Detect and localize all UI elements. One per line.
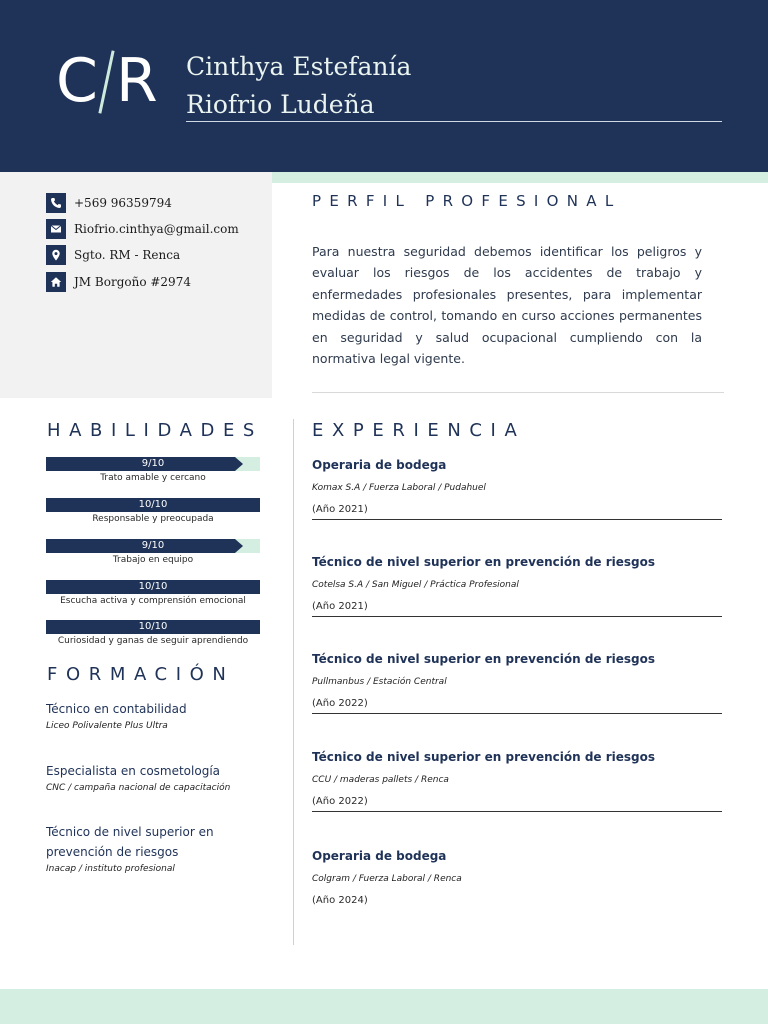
experience-title: Operaria de bodega [312,849,447,863]
perfil-text: Para nuestra seguridad debemos identificar los peligros y evaluar los riesgos de los accidentes de trabajo y enfermedades profesionales presentes, para implementar medidas de control, tomando en curso acciones permanentes en seguridad y salud ocupacional cumpliendo con la normativa legal vigente. [312,244,702,367]
perfil-heading: PERFIL PROFESIONAL [312,192,622,210]
experience-company: Colgram / Fuerza Laboral / Renca [312,874,462,884]
education-item [46,699,282,733]
skill-item [46,580,260,610]
education-institution: CNC / campaña nacional de capacitación [46,783,231,793]
location-pin-icon [46,245,66,265]
column-divider [293,419,294,945]
name-underline [186,121,722,122]
experience-year: (Año 2021) [312,504,368,515]
experience-item [312,651,722,713]
phone-icon [46,193,66,213]
contact-phone-text: +569 96359794 [74,196,172,210]
experience-divider [312,616,722,617]
mint-accent-strip [272,172,768,183]
education-title: Técnico de nivel superior en prevención de riesgos [46,825,214,859]
monogram-letter-r: R [116,46,158,116]
skill-label: Trabajo en equipo [112,555,194,565]
education-institution: Inacap / instituto profesional [46,864,175,874]
experience-item [312,554,722,616]
experience-company: Cotelsa S.A / San Miguel / Práctica Profesional [312,580,519,590]
skill-item [46,539,260,569]
contact-address [46,272,191,292]
experience-company: Komax S.A / Fuerza Laboral / Pudahuel [312,483,486,493]
experience-company: CCU / maderas pallets / Renca [312,775,449,785]
education-institution: Liceo Polivalente Plus Ultra [46,721,168,731]
skill-label: Responsable y preocupada [92,514,214,524]
skill-item [46,498,260,528]
experience-title: Técnico de nivel superior en prevención de riesgos [312,750,656,764]
skill-value: 9/10 [141,540,165,551]
skill-value: 10/10 [138,621,168,632]
experience-company: Pullmanbus / Estación Central [312,677,447,687]
experience-item [312,848,722,910]
experience-item [312,749,722,811]
mail-icon [46,219,66,239]
skill-label: Escucha activa y comprensión emocional [60,596,246,606]
skill-item [46,457,260,487]
experience-divider [312,713,722,714]
experience-year: (Año 2024) [312,895,368,906]
monogram-slash [98,50,114,113]
education-title: Especialista en cosmetología [46,764,221,778]
name-first: Cinthya Estefanía [186,52,412,81]
contact-phone [46,193,172,213]
experience-title: Técnico de nivel superior en prevención de riesgos [312,652,656,666]
skill-label: Curiosidad y ganas de seguir aprendiendo [57,636,249,646]
skill-value: 10/10 [138,581,168,592]
contact-location-text: Sgto. RM - Renca [74,248,181,262]
contact-email-text: Riofrio.cinthya@gmail.com [74,222,239,236]
contact-email [46,219,239,239]
monogram [56,46,166,116]
contact-address-text: JM Borgoño #2974 [74,275,191,289]
formacion-heading: FORMACIÓN [47,664,235,685]
education-item [46,761,282,795]
experience-title: Técnico de nivel superior en prevención de riesgos [312,555,656,569]
experience-item [312,457,722,519]
home-icon [46,272,66,292]
experience-divider [312,811,722,812]
header-banner [0,0,768,172]
education-title: Técnico en contabilidad [46,702,187,716]
skill-value: 10/10 [138,499,168,510]
skill-value: 9/10 [141,458,165,469]
habilidades-heading: HABILIDADES [47,420,263,441]
mint-footer-band [0,989,768,1024]
experiencia-heading: EXPERIENCIA [312,420,526,441]
experience-divider [312,519,722,520]
contact-location [46,245,180,265]
perfil-divider [312,392,724,393]
experience-year: (Año 2022) [312,698,368,709]
monogram-letter-c: C [56,46,98,116]
experience-title: Operaria de bodega [312,458,447,472]
skill-item [46,620,260,650]
experience-year: (Año 2022) [312,796,368,807]
skill-label: Trato amable y cercano [100,473,206,483]
experience-year: (Año 2021) [312,601,368,612]
name-last: Riofrio Ludeña [186,90,375,119]
education-item [46,822,282,876]
